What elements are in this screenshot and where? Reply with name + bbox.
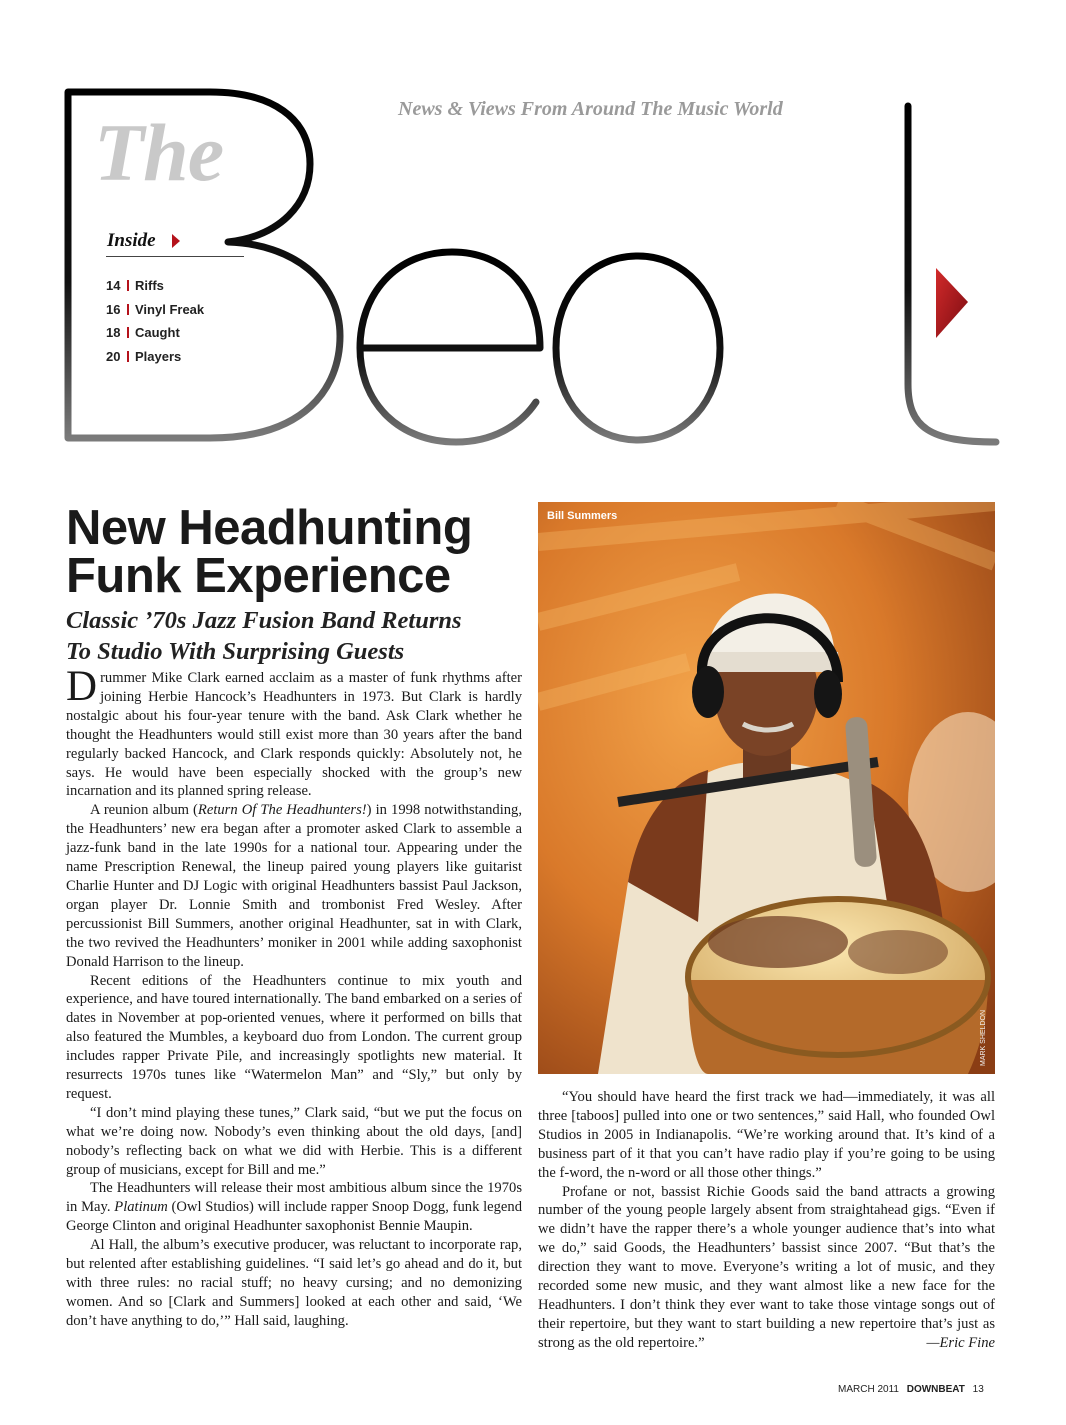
toc-item-caught[interactable] bbox=[106, 321, 204, 345]
paragraph-2-pre: A reunion album ( bbox=[90, 802, 198, 819]
toc-title: Vinyl Freak bbox=[135, 301, 205, 317]
article-column-right bbox=[538, 1088, 995, 1353]
toc-separator bbox=[127, 304, 129, 315]
masthead-tagline: News & Views From Around The Music World bbox=[398, 98, 783, 120]
folio-date: MARCH 2011 bbox=[838, 1384, 899, 1395]
byline: —Eric Fine bbox=[926, 1334, 995, 1351]
toc-item-players[interactable] bbox=[106, 345, 204, 369]
paragraph-5-pre: The Headhunters will release their most ambitious album since the 1970s in May. bbox=[66, 1180, 522, 1216]
paragraph-2 bbox=[66, 801, 522, 971]
paragraph-5-post: (Owl Studios) will include rapper Snoop Dogg, funk legend George Clinton and original Headhunter saxophonist Bennie Maupin. bbox=[66, 1199, 522, 1235]
paragraph-8: Profane or not, bassist Richie Goods said the band attracts a growing number of the young people largely absent from straightahead gigs. “Even if we didn’t have the rapper there’s a whole younger audience that’s into what we do,” said Goods, the Headhunters’ bassist since 2007. “But that’s the direction they want to move. Everyone’s writing a lot of music, and they recorded some new music, and they want almost like a new face for the Headhunters. I don’t think they ever want to take those vintage songs out of their repertoire, but they want to start building a new repertoire that’s just as strong as the old repertoire.” bbox=[538, 1183, 995, 1351]
paragraph-7: “You should have heard the first track we had—immediately, it was all three [taboos] pulled into one or two sentences,” said Hall, who founded Owl Studios in 2005 in Indianapolis. “We’re working around that. It’s kind of a business part of it that you can’t have radio play if you’re going to be using the f-word, the n-word or all those other things.” bbox=[538, 1089, 995, 1181]
deck-line-2: To Studio With Surprising Guests bbox=[66, 638, 405, 665]
toc-separator bbox=[127, 327, 129, 338]
toc-page: 14 bbox=[106, 278, 121, 294]
inside-arrow-icon bbox=[172, 234, 180, 248]
paragraph-3: Recent editions of the Headhunters continue to mix youth and experience, and have toured internationally. The band embarked on a series of dates in November at pop-oriented venues, where it performed on bills that also featured the Mumbles, a keyboard duo from London. The current group includes rapper Private Pile, and increasingly spotlights new material. It resurrects 1970s tunes like “Watermelon Man” and “Sly,” but only by request. bbox=[66, 972, 522, 1102]
paragraph-5 bbox=[66, 1179, 522, 1236]
toc-item-vinyl-freak[interactable] bbox=[106, 298, 204, 322]
paragraph-2-post: ) in 1998 notwithstanding, the Headhunters’ new era began after a promoter asked Clark to assemble a jazz-funk band in the late 1990s for a national tour. Appearing under the name Prescription Renewal, the lineup paired young players like guitarist Charlie Hunter and DJ Logic with original Headhunters bassist Paul Jackson, organ player Dr. Lonnie Smith and trombonist Fred Wesley. After percussionist Bill Summers, another original Headhunter, sat in with Clark, the two revived the Headhunters’ moniker in 2001 while adding saxophonist Donald Harrison to the lineup. bbox=[66, 802, 522, 970]
inside-divider bbox=[106, 256, 244, 257]
toc-separator bbox=[127, 280, 129, 291]
article-deck bbox=[66, 605, 536, 667]
dropcap: D bbox=[66, 663, 98, 710]
paragraph-4: “I don’t mind playing these tunes,” Clark said, “but we put the focus on what we’re doing now. Nobody’s even thinking about the old days, [and] nobody’s reflecting back on what we did with Herbie. This is a different group of musicians, except for Bill and me.” bbox=[66, 1104, 522, 1178]
album-title-platinum: Platinum bbox=[114, 1199, 168, 1216]
headline-line-2: Funk Experience bbox=[66, 549, 451, 603]
headline-line-1: New Headhunting bbox=[66, 501, 473, 555]
album-title-return: Return Of The Headhunters! bbox=[197, 802, 367, 819]
article-headline bbox=[66, 501, 546, 603]
photo-credit: MARK SHELDON bbox=[980, 1009, 987, 1066]
triangle-accent-icon bbox=[936, 268, 968, 338]
paragraph-1 bbox=[66, 663, 522, 801]
inside-label: Inside bbox=[107, 230, 156, 251]
article-column-left bbox=[66, 663, 522, 1331]
toc-title: Riffs bbox=[135, 278, 164, 294]
folio-page-number: 13 bbox=[972, 1384, 984, 1395]
toc-page: 18 bbox=[106, 325, 121, 341]
paragraph-1-text: rummer Mike Clark earned acclaim as a master of funk rhythms after joining Herbie Hancock’s Headhunters in 1973. But Clark is hardly nostalgic about his four-year tenure with the band. Ask Clark whether he thought the Headhunters would still exist more than 30 years after the band regularly backed Hancock, and Clark responds quickly: Absolutely not, he says. He would have been especially shocked with the group’s new incarnation and its planned spring release. bbox=[66, 670, 522, 800]
deck-line-1: Classic ’70s Jazz Fusion Band Returns bbox=[66, 607, 462, 634]
photo-caption: Bill Summers bbox=[547, 510, 618, 522]
page-folio bbox=[838, 1384, 984, 1395]
folio-magazine: DOWNBEAT bbox=[906, 1384, 965, 1395]
masthead-the: The bbox=[94, 107, 224, 198]
table-of-contents bbox=[106, 274, 204, 368]
toc-item-riffs[interactable] bbox=[106, 274, 204, 298]
paragraph-6: Al Hall, the album’s executive producer, was reluctant to incorporate rap, but relented after establishing guidelines. “I said let’s go ahead and do it, but with three rules: no racial stuff; no heavy cursing; and no demonizing women. And so [Clark and Summers] looked at each other and said, ‘We don’t have anything to do,’” Hall said, laughing. bbox=[66, 1237, 522, 1329]
toc-title: Caught bbox=[135, 325, 180, 341]
toc-title: Players bbox=[135, 348, 182, 364]
toc-page: 16 bbox=[106, 301, 121, 317]
toc-separator bbox=[127, 351, 129, 362]
toc-page: 20 bbox=[106, 348, 121, 364]
photo-bill-summers bbox=[538, 502, 995, 1074]
